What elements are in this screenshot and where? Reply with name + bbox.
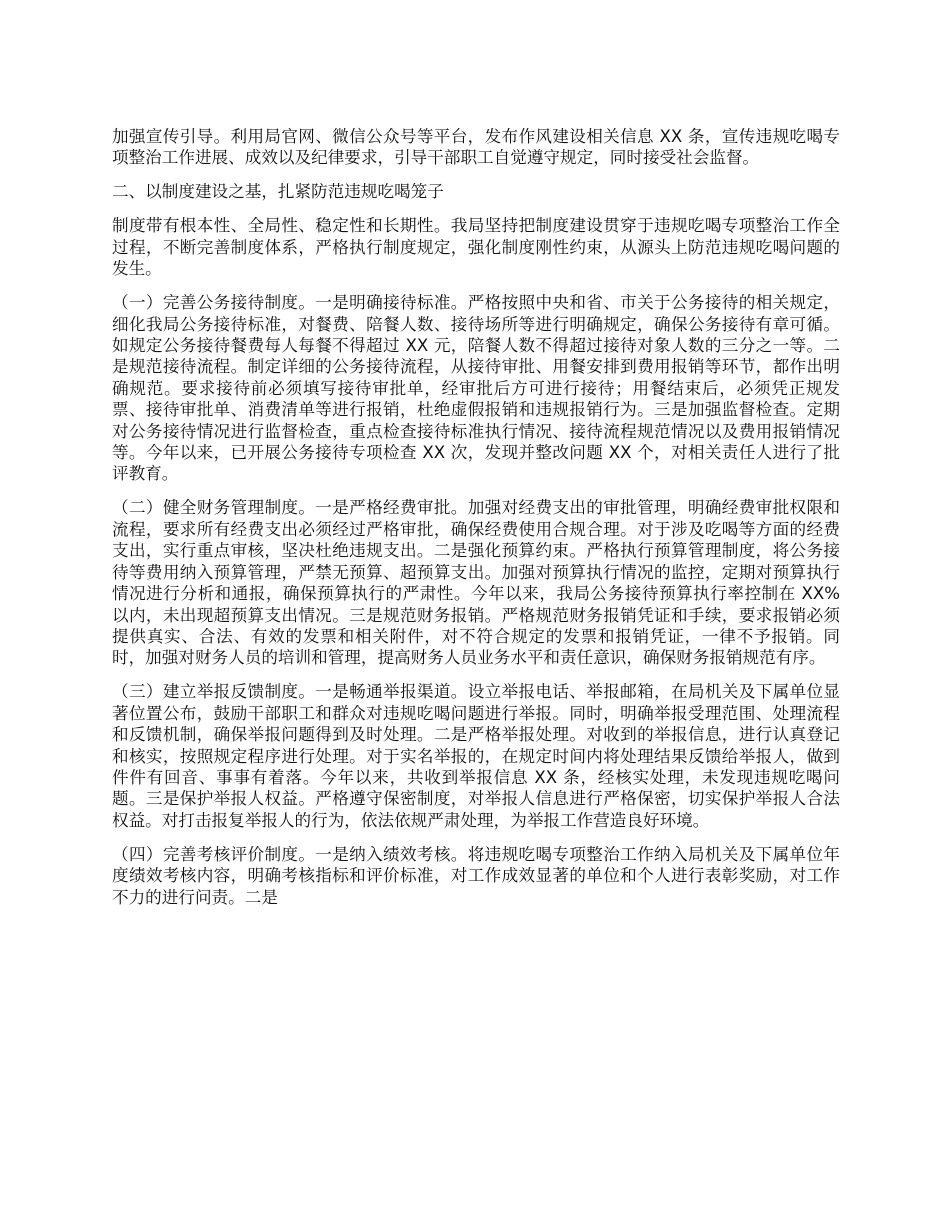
paragraph-publicity: 加强宣传引导。利用局官网、微信公众号等平台，发布作风建设相关信息 XX 条，宣传违规吃喝专项整治工作进展、成效以及纪律要求，引导干部职工自觉遵守规定，同时接受社会监督。: [112, 127, 840, 168]
document-body: [112, 126, 840, 921]
paragraph-reception-system: （一）完善公务接待制度。一是明确接待标准。严格按照中央和省、市关于公务接待的相关规定，细化我局公务接待标准，对餐费、陪餐人数、接待场所等进行明确规定，确保公务接待有章可循。如规定公务接待餐费每人每餐不得超过 XX 元，陪餐人数不得超过接待对象人数的三分之一等。二是规范接待流程。制定详细的公务接待流程，从接待审批、用餐安排到费用报销等环节，都作出明确规范。要求接待前必须填写接待审批单，经审批后方可进行接待；用餐结束后，必须凭正规发票、接待审批单、消费清单等进行报销，杜绝虚假报销和违规报销行为。三是加强监督检查。定期对公务接待情况进行监督检查，重点检查接待标准执行情况、接待流程规范情况以及费用报销情况等。今年以来，已开展公务接待专项检查 XX 次，发现并整改问题 XX 个，对相关责任人进行了批评教育。: [112, 293, 840, 484]
paragraph-report-system: （三）建立举报反馈制度。一是畅通举报渠道。设立举报电话、举报邮箱，在局机关及下属单位显著位置公布，鼓励干部职工和群众对违规吃喝问题进行举报。同时，明确举报受理范围、处理流程和反馈机制，确保举报问题得到及时处理。二是严格举报处理。对收到的举报信息，进行认真登记和核实，按照规定程序进行处理。对于实名举报的，在规定时间内将处理结果反馈给举报人，做到件件有回音、事事有着落。今年以来，共收到举报信息 XX 条，经核实处理，未发现违规吃喝问题。三是保护举报人权益。严格遵守保密制度，对举报人信息进行严格保密，切实保护举报人合法权益。对打击报复举报人的行为，依法依规严肃处理，为举报工作营造良好环境。: [112, 682, 840, 830]
paragraph-finance-system: （二）健全财务管理制度。一是严格经费审批。加强对经费支出的审批管理，明确经费审批权限和流程，要求所有经费支出必须经过严格审批，确保经费使用合规合理。对于涉及吃喝等方面的经费支出，实行重点审核，坚决杜绝违规支出。二是强化预算约束。严格执行预算管理制度，将公务接待等费用纳入预算管理，严禁无预算、超预算支出。加强对预算执行情况的监控，定期对预算执行情况进行分析和通报，确保预算执行的严肃性。今年以来，我局公务接待预算执行率控制在 XX% 以内，未出现超预算支出情况。三是规范财务报销。严格规范财务报销凭证和手续，要求报销必须提供真实、合法、有效的发票和相关附件，对不符合规定的发票和报销凭证，一律不予报销。同时，加强对财务人员的培训和管理，提高财务人员业务水平和责任意识，确保财务报销规范有序。: [112, 498, 840, 668]
section-heading-2: 二、以制度建设之基，扎紧防范违规吃喝笼子: [112, 182, 444, 202]
paragraph-assessment-system: （四）完善考核评价制度。一是纳入绩效考核。将违规吃喝专项整治工作纳入局机关及下属单位年度绩效考核内容，明确考核指标和评价标准，对工作成效显著的单位和个人进行表彰奖励，对工作不力的进行问责。二是: [112, 844, 840, 907]
paragraph-system-intro: 制度带有根本性、全局性、稳定性和长期性。我局坚持把制度建设贯穿于违规吃喝专项整治工作全过程，不断完善制度体系，严格执行制度规定，强化制度刚性约束，从源头上防范违规吃喝问题的发生。: [112, 216, 840, 279]
